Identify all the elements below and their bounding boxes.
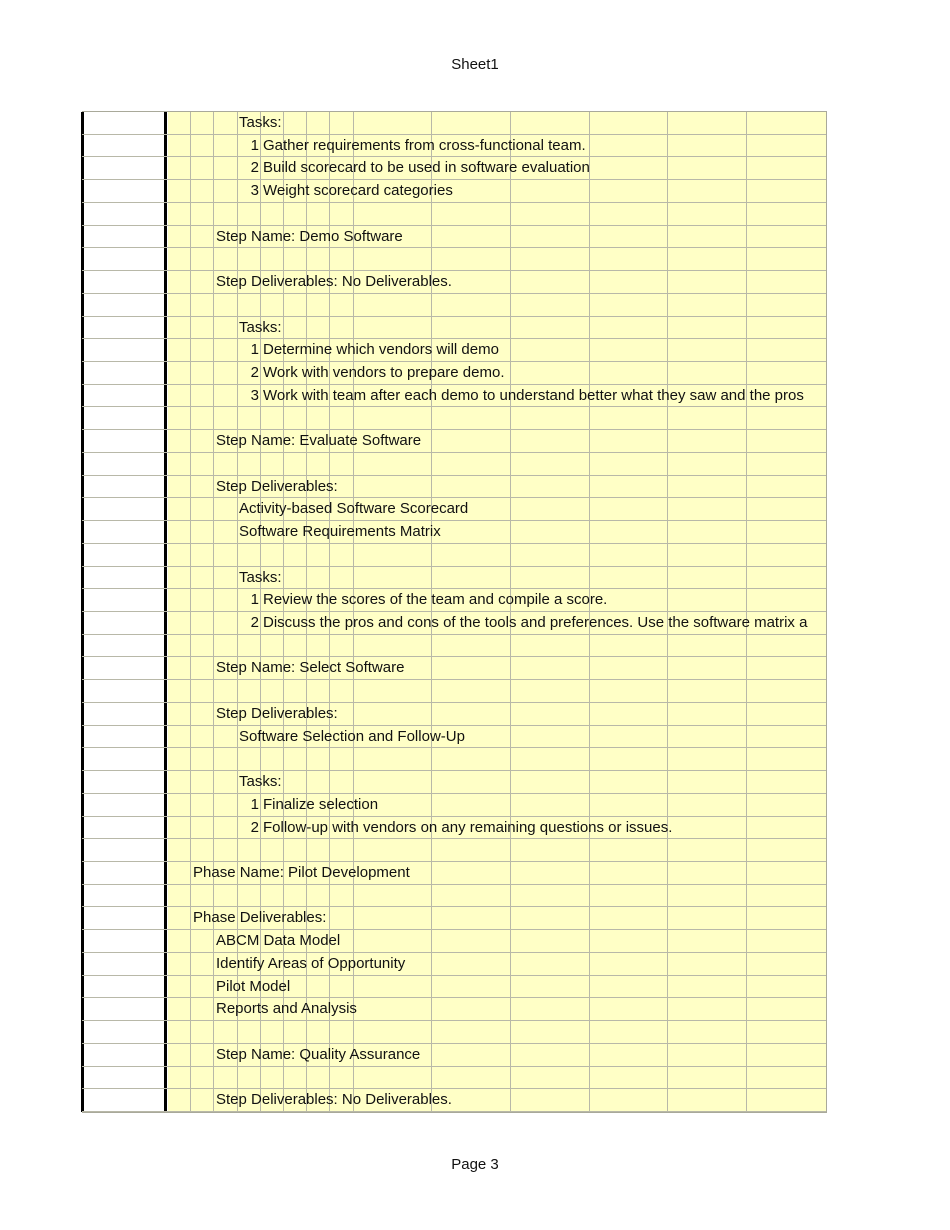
task-text: Finalize selection <box>263 795 379 813</box>
table-row <box>82 430 826 453</box>
task-text: Gather requirements from cross-functional team. <box>263 136 586 154</box>
table-row <box>82 885 826 908</box>
cell-text: Step Name: Evaluate Software <box>216 432 422 450</box>
cell-text: Step Name: Quality Assurance <box>216 1045 421 1063</box>
task-text: Work with team after each demo to understand better what they saw and the pros <box>263 386 804 404</box>
task-number: 1 <box>250 136 259 154</box>
table-row <box>82 589 826 612</box>
table-row <box>82 1089 826 1112</box>
table-row <box>82 112 826 135</box>
table-row <box>82 567 826 590</box>
task-number: 1 <box>250 341 259 359</box>
table-row <box>82 907 826 930</box>
task-number: 2 <box>250 614 259 631</box>
table-row <box>82 976 826 999</box>
table-row <box>82 453 826 476</box>
table-row <box>82 271 826 294</box>
cell-text: Pilot Model <box>216 977 291 995</box>
page-header: Sheet1 <box>451 56 499 73</box>
table-row <box>82 953 826 976</box>
table-row <box>82 385 826 408</box>
task-number: 2 <box>250 159 259 177</box>
table-row <box>82 657 826 680</box>
table-row <box>82 612 826 635</box>
table-row <box>82 544 826 567</box>
table-row <box>82 703 826 726</box>
table-row <box>82 521 826 544</box>
table-row <box>82 794 826 817</box>
task-text: Discuss the pros and cons of the tools and preferences. Use the software matrix a <box>263 614 808 631</box>
cell-text: Reports and Analysis <box>216 1000 357 1018</box>
table-row <box>82 476 826 499</box>
cell-text: Software Selection and Follow-Up <box>239 727 465 745</box>
task-text: Build scorecard to be used in software evaluation <box>263 159 590 177</box>
table-row <box>82 180 826 203</box>
cell-text: Step Deliverables: <box>216 477 338 495</box>
task-text: Work with vendors to prepare demo. <box>263 364 505 381</box>
table-row <box>82 226 826 249</box>
cell-text: Step Deliverables: No Deliverables. <box>216 273 452 291</box>
table-row <box>82 248 826 271</box>
cell-text: Tasks: <box>239 773 282 791</box>
cell-text: Tasks: <box>239 114 282 131</box>
cell-text: Identify Areas of Opportunity <box>216 954 406 972</box>
cell-text: Step Deliverables: <box>216 704 338 722</box>
table-row <box>82 839 826 862</box>
table-row <box>82 1044 826 1067</box>
table-row <box>82 339 826 362</box>
table-row <box>82 930 826 953</box>
task-number: 1 <box>250 795 259 813</box>
table-row <box>82 1021 826 1044</box>
table-row <box>82 498 826 521</box>
table-row <box>82 407 826 430</box>
table-row <box>82 862 826 885</box>
task-number: 2 <box>250 818 259 836</box>
table-row <box>82 203 826 226</box>
cell-text: Step Deliverables: No Deliverables. <box>216 1091 452 1109</box>
task-text: Review the scores of the team and compile a score. <box>263 591 608 609</box>
table-row <box>82 817 826 840</box>
table-row <box>82 771 826 794</box>
table-row <box>82 1067 826 1090</box>
table-row <box>82 317 826 340</box>
task-number: 2 <box>250 364 259 381</box>
table-row <box>82 748 826 771</box>
cell-text: Step Name: Demo Software <box>216 227 403 245</box>
page-footer: Page 3 <box>451 1156 499 1173</box>
table-row <box>82 726 826 749</box>
cell-text: Phase Deliverables: <box>193 909 327 927</box>
task-number: 3 <box>250 182 259 200</box>
cell-text: ABCM Data Model <box>216 932 341 950</box>
table-row <box>82 157 826 180</box>
task-text: Determine which vendors will demo <box>263 341 499 359</box>
cell-text: Activity-based Software Scorecard <box>239 500 469 518</box>
table-row <box>82 135 826 158</box>
cell-text: Tasks: <box>239 318 282 336</box>
table-row <box>82 680 826 703</box>
cell-text: Step Name: Select Software <box>216 659 405 677</box>
table-row <box>82 635 826 658</box>
table-row <box>82 294 826 317</box>
task-text: Follow-up with vendors on any remaining questions or issues. <box>263 818 673 836</box>
task-text: Weight scorecard categories <box>263 182 453 200</box>
table-row <box>82 998 826 1021</box>
spreadsheet-grid <box>82 111 827 1113</box>
task-number: 1 <box>250 591 259 609</box>
cell-text: Tasks: <box>239 568 282 586</box>
cell-text: Phase Name: Pilot Development <box>193 864 410 881</box>
task-number: 3 <box>250 386 259 404</box>
table-row <box>82 362 826 385</box>
cell-text: Software Requirements Matrix <box>239 523 441 541</box>
